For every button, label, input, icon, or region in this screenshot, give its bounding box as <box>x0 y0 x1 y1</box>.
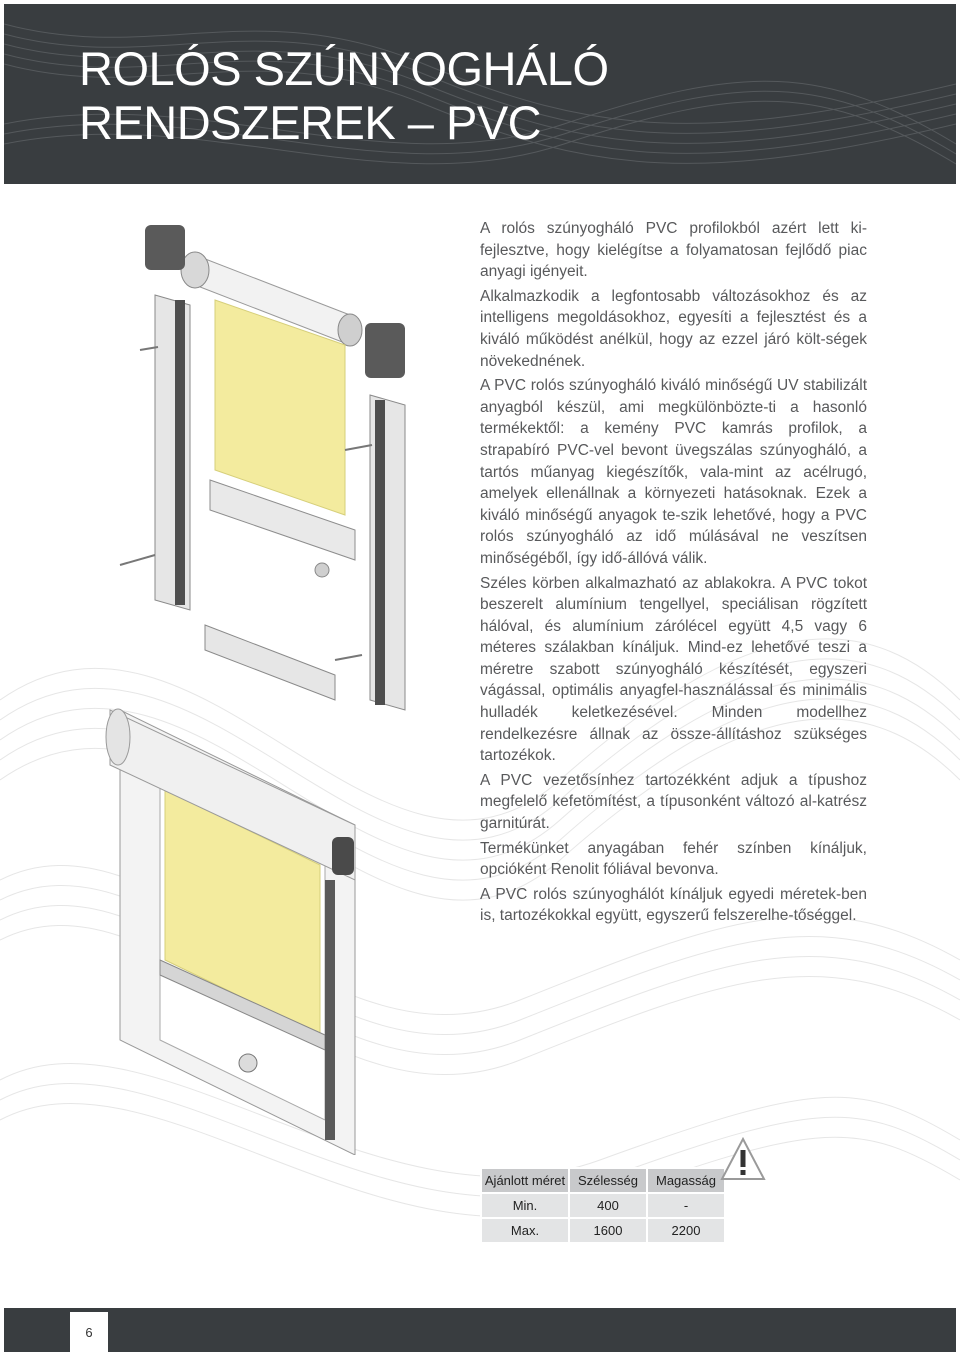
size-table <box>480 1167 726 1244</box>
table-header-row <box>481 1168 725 1193</box>
table-header: Magasság <box>647 1168 725 1193</box>
table-cell: 400 <box>569 1193 647 1218</box>
paragraph: Alkalmazkodik a legfontosabb változásokhoz és az intelligens megoldásokhoz, egyesíti a fejlesztést és a kiváló működést anélkül, hogy az ezzel járó költ-ségek növekednének. <box>480 287 867 370</box>
product-illustration <box>100 215 440 1155</box>
table-cell: Max. <box>481 1218 569 1243</box>
body-text <box>480 218 867 930</box>
paragraph: A rolós szúnyogháló PVC profilokból azért lett ki-fejlesztve, hogy kielégítse a folyamatosan fejlődő piac anyagi igényeit. <box>480 220 867 281</box>
assembled-unit <box>106 709 355 1155</box>
paragraph: Széles körben alkalmazható az ablakokra. A PVC tokot beszerelt alumínium tengellyel, speciálisan rögzített hálóval, és alumínium zárólécel együtt 4,5 vagy 6 méteres szálakban kínáljuk. Mind-ez lehetővé teszi a méretre szabott szúnyogháló készítését, egyszeri vágással, optimális anyagfel-használással és minimális hulladék keletkezésével. Minden modellhez rendelkezésre állnak az össze-állításhoz szükséges tartozékok. <box>480 574 867 765</box>
paragraph: A PVC rolós szúnyogháló kiváló minőségű UV stabilizált anyagból készül, ami megkülönbözte-ti a hasonló termékektől: a kemény PVC kamrás profilok, a strapabíró PVC-vel bevont üvegszálas szúnyogháló, a tartós műanyag kiegészítők, vala-mint az acélrugó, amelyek ellenállnak a környezeti hatásoknak. Ezek a kiváló minőségű anyagok te-szik lehetővé, hogy a PVC rolós szúnyogháló az idő múlásával ne veszítsen minőségéből, így idő-állóvá válik. <box>480 377 867 567</box>
table-header: Szélesség <box>569 1168 647 1193</box>
page-footer <box>4 1308 956 1352</box>
table-cell: - <box>647 1193 725 1218</box>
warning-triangle-icon <box>720 1137 766 1181</box>
table-row <box>481 1193 725 1218</box>
paragraph: A PVC rolós szúnyoghálót kínáljuk egyedi méretek-ben is, tartozékokkal együtt, egyszerű felszerelhe-tőséggel. <box>480 885 867 925</box>
table-header: Ajánlott méret <box>481 1168 569 1193</box>
table-row <box>481 1218 725 1243</box>
paragraph: A PVC vezetősínhez tartozékként adjuk a típushoz megfelelő kefetömítést, a típusonként változó al-katrész garnitúrát. <box>480 771 867 833</box>
table-cell: 1600 <box>569 1218 647 1243</box>
page-number: 6 <box>70 1312 108 1352</box>
table-cell: Min. <box>481 1193 569 1218</box>
table-cell: 2200 <box>647 1218 725 1243</box>
page-title: ROLÓS SZÚNYOGHÁLÓ RENDSZEREK – PVC <box>79 42 609 149</box>
paragraph: Termékünket anyagában fehér színben kínáljuk, opcióként Renolit fóliával bevonva. <box>480 839 867 879</box>
page-header <box>4 4 956 184</box>
